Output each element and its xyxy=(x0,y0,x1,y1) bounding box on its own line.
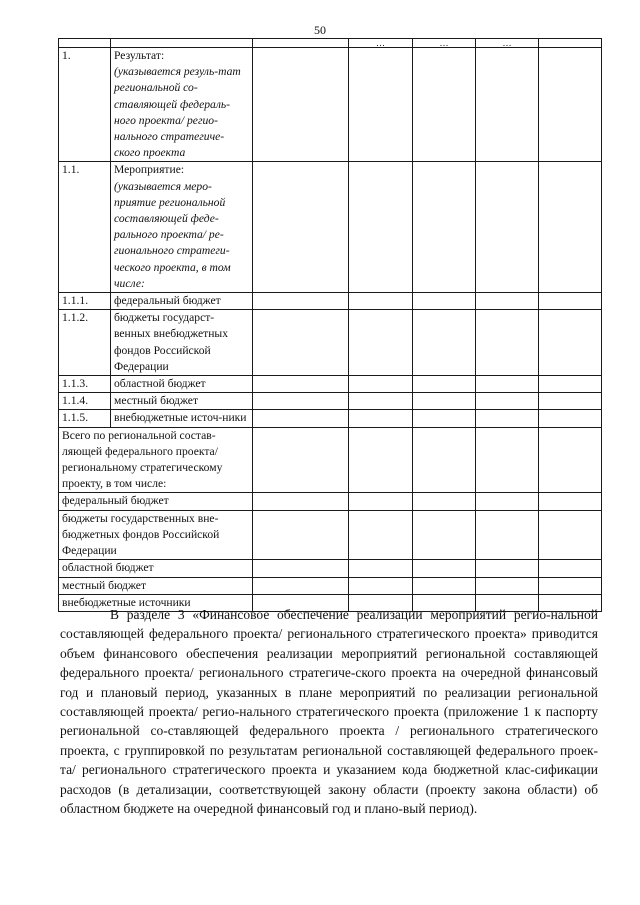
total-label: местный бюджет xyxy=(59,577,253,594)
row-label: федеральный бюджет xyxy=(111,293,253,310)
row-label: Мероприятие: xyxy=(114,163,185,177)
header-cell: … xyxy=(349,39,413,48)
row-number: 1.1.2. xyxy=(59,310,111,376)
table-header-row xyxy=(59,39,602,48)
row-number: 1. xyxy=(59,48,111,162)
page-number: 50 xyxy=(314,23,326,37)
header-cell xyxy=(253,39,349,48)
total-label: внебюджетные источники xyxy=(59,594,253,611)
row-number: 1.1. xyxy=(59,162,111,293)
row-label: внебюджетные источ-ники xyxy=(111,410,253,427)
total-label: бюджеты государственных вне-бюджетных фондов Российской Федерации xyxy=(59,510,253,560)
total-row xyxy=(59,427,602,493)
row-label: областной бюджет xyxy=(111,376,253,393)
table-row xyxy=(59,310,602,376)
total-row xyxy=(59,577,602,594)
table-row xyxy=(59,162,602,293)
total-label: Всего по региональной состав-ляющей федерального проекта/ региональному стратегическому проекту, в том числе: xyxy=(59,427,253,493)
header-cell xyxy=(111,39,253,48)
row-number: 1.1.5. xyxy=(59,410,111,427)
table-row xyxy=(59,48,602,162)
row-number: 1.1.3. xyxy=(59,376,111,393)
budget-table xyxy=(58,38,602,612)
row-label-cell xyxy=(111,162,253,293)
row-label-cell xyxy=(111,48,253,162)
row-label: местный бюджет xyxy=(111,393,253,410)
row-number: 1.1.1. xyxy=(59,293,111,310)
table-row xyxy=(59,293,602,310)
header-cell: … xyxy=(476,39,539,48)
row-label: бюджеты государст-венных внебюджетных фондов Российской Федерации xyxy=(111,310,253,376)
table-row xyxy=(59,393,602,410)
header-cell xyxy=(59,39,111,48)
header-cell: … xyxy=(413,39,476,48)
section-3-paragraph: В разделе 3 «Финансовое обеспечение реализации мероприятий регио-нальной составляющей федерального проекта/ регионального стратегического проекта» приводится объем финансового обеспечения реализации мероприятий региональной составляющей федерального проекта/ регионального стратегиче-ского проекта на очередной финансовый год и плановый период, указанных в плане мероприятий по реализации региональной составляющей проекта/ регио-нального стратегического проекта (приложение 1 к паспорту региональной со-ставляющей федерального проекта / регионального стратегического проекта, с группировкой по результатам региональной составляющей федерального проек-та/ регионального стратегического проекта и указанием кода бюджетной клас-сификации расходов (в детализации, соответствующей закону области (проекту закона области) об областном бюджете на очередной финансовый год и плано-вый период). xyxy=(60,607,598,817)
total-row xyxy=(59,510,602,560)
table-row xyxy=(59,376,602,393)
row-note: (указывается резуль-тат региональной со-ставляющей федераль-ного проекта/ регио-нального стратегиче-ского проекта xyxy=(114,65,241,160)
total-label: федеральный бюджет xyxy=(59,493,253,510)
table-row xyxy=(59,410,602,427)
row-number: 1.1.4. xyxy=(59,393,111,410)
row-note: (указывается меро-приятие региональной составляющей феде-рального проекта/ ре-гионального стратеги-ческого проекта, в том числе: xyxy=(114,179,231,290)
header-cell xyxy=(539,39,602,48)
row-label: Результат: xyxy=(114,49,165,62)
total-row xyxy=(59,493,602,510)
total-row xyxy=(59,560,602,577)
total-label: областной бюджет xyxy=(59,560,253,577)
